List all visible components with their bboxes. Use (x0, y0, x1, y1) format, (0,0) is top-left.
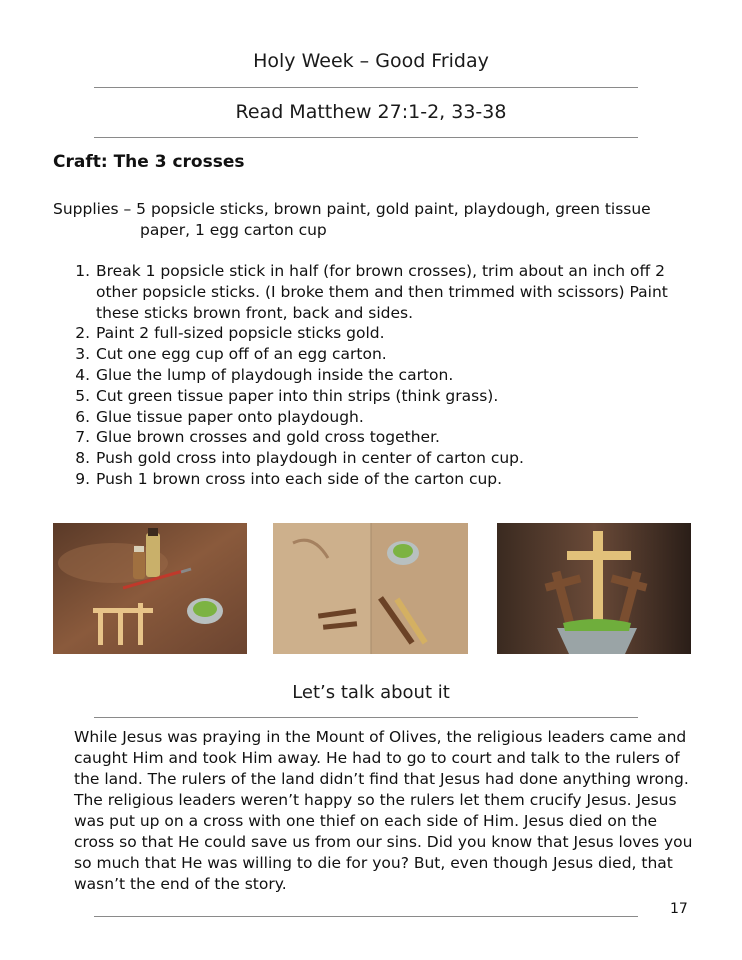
craft-heading: Craft: The 3 crosses (53, 152, 245, 172)
footer-divider (94, 916, 638, 917)
step-item: 6. Glue tissue paper onto playdough. (75, 407, 364, 426)
step-item: 1. Break 1 popsicle stick in half (for brown crosses), trim about an inch off 2 other popsicle sticks. (I broke them and then trimmed with scissors) Paint these sticks brown front, back and sides. (75, 262, 668, 322)
supplies-list (53, 199, 693, 241)
story-paragraph: While Jesus was praying in the Mount of Olives, the religious leaders came and caught Him and took Him away. He had to go to court and talk to the rulers of the land. The rulers of the land didn’t find that Jesus had done anything wrong. The religious leaders weren’t happy so the rulers let them crucify Jesus. Jesus was put up on a cross with one thief on each side of Him. Jesus died on the cross so that He could save us from our sins. Did you know that Jesus loves you so much that He was willing to die for you? But, even though Jesus died, that wasn’t the end of the story. (74, 728, 693, 893)
finished-crosses-photo (497, 523, 691, 654)
step-item: 7. Glue brown crosses and gold cross together. (75, 428, 440, 447)
step-item: 3. Cut one egg cup off of an egg carton. (75, 345, 387, 364)
step-item: 2. Paint 2 full-sized popsicle sticks gold. (75, 324, 385, 343)
supplies-line-1: Supplies – 5 popsicle sticks, brown paint, gold paint, playdough, green tissue (53, 200, 651, 218)
reading-divider (94, 137, 638, 138)
craft-steps (70, 261, 710, 490)
talk-heading: Let’s talk about it (292, 682, 450, 703)
page-number: 17 (670, 901, 688, 917)
talk-divider (94, 717, 638, 718)
page-title: Holy Week – Good Friday (253, 50, 489, 72)
scripture-reading: Read Matthew 27:1-2, 33-38 (235, 101, 507, 123)
step-item: 4. Glue the lump of playdough inside the carton. (75, 365, 454, 384)
supplies-photo (53, 523, 247, 654)
step-item: 5. Cut green tissue paper into thin strips (think grass). (75, 386, 499, 405)
step-item: 9. Push 1 brown cross into each side of the carton cup. (75, 469, 503, 488)
step-item: 8. Push gold cross into playdough in center of carton cup. (75, 449, 524, 468)
painted-sticks-photo (273, 523, 468, 654)
title-divider (94, 87, 638, 88)
supplies-line-2: paper, 1 egg carton cup (140, 221, 327, 239)
